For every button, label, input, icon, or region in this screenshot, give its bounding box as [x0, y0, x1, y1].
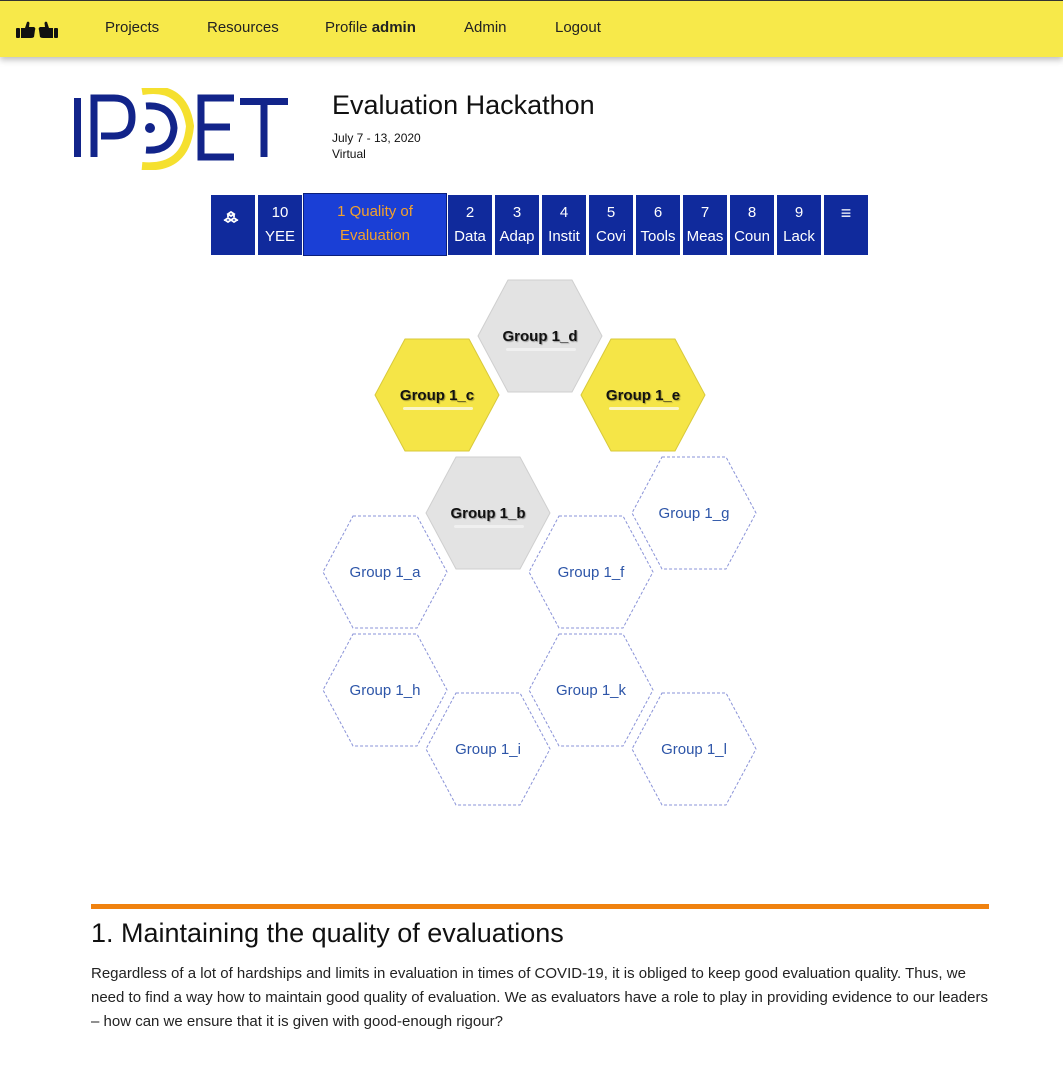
group-progress-bar: [454, 525, 524, 528]
group-progress-bar: [506, 348, 576, 351]
tab-number: 4: [559, 204, 569, 221]
tab-number: 6: [653, 204, 663, 221]
group-label: Group 1_a: [349, 563, 421, 581]
tab-challenge-10[interactable]: [258, 195, 302, 255]
tab-challenge-3[interactable]: [495, 195, 539, 255]
tab-number: 7: [700, 204, 710, 221]
group-label: Group 1_h: [349, 681, 421, 699]
nav-admin-link[interactable]: Admin: [464, 19, 507, 36]
tab-number: 8: [747, 204, 757, 221]
profile-username: admin: [371, 19, 416, 36]
tab-challenge-8[interactable]: [730, 195, 774, 255]
nav-resources-link[interactable]: Resources: [207, 19, 279, 36]
tab-challenge-9[interactable]: [777, 195, 821, 255]
tab-label: Tools: [640, 228, 676, 245]
tab-label: Covi: [595, 228, 626, 245]
group-hex-1i[interactable]: [424, 691, 552, 807]
section-divider: [91, 904, 989, 909]
ipdet-logo[interactable]: [74, 88, 288, 170]
tab-label: Adap: [499, 228, 535, 245]
tab-number: 2: [465, 204, 475, 221]
tab-label: Evaluation: [339, 227, 411, 244]
tab-label: Meas: [686, 228, 724, 245]
group-hex-1l[interactable]: [630, 691, 758, 807]
group-hex-1a[interactable]: [321, 514, 449, 630]
group-label: Group 1_g: [658, 504, 730, 522]
tab-challenge-6[interactable]: [636, 195, 680, 255]
tab-number: 5: [606, 204, 616, 221]
group-progress-bar: [609, 407, 679, 410]
group-hex-1e[interactable]: [579, 337, 707, 453]
tab-label: Instit: [548, 228, 580, 245]
tab-number: 3: [512, 204, 522, 221]
group-label: Group 1_k: [555, 681, 627, 699]
tab-menu[interactable]: [824, 195, 868, 255]
thumbs-up-icon[interactable]: [14, 19, 60, 41]
group-label: Group 1_l: [661, 740, 727, 758]
menu-icon: ≡: [840, 203, 852, 223]
group-label: Group 1_d: [502, 327, 578, 345]
group-label: Group 1_e: [605, 386, 681, 404]
group-label: Group 1_i: [455, 740, 521, 758]
cubes-icon: [211, 207, 255, 223]
event-place: Virtual: [332, 147, 366, 161]
tab-challenge-2[interactable]: [448, 195, 492, 255]
profile-prefix: Profile: [325, 19, 368, 36]
tab-label: Coun: [734, 228, 770, 245]
nav-logout-link[interactable]: Logout: [555, 19, 601, 36]
event-title: Evaluation Hackathon: [332, 90, 595, 120]
challenge-title: 1. Maintaining the quality of evaluations: [91, 918, 564, 948]
tab-all-challenges[interactable]: [211, 195, 255, 255]
group-hex-1c[interactable]: [373, 337, 501, 453]
nav-projects-link[interactable]: Projects: [105, 19, 160, 36]
event-date: July 7 - 13, 2020: [332, 131, 421, 145]
tab-challenge-4[interactable]: [542, 195, 586, 255]
tab-challenge-7[interactable]: [683, 195, 727, 255]
challenge-description: Regardless of a lot of hardships and limits in evaluation in times of COVID-19, it is obliged to keep good evaluation quality. Thus, we need to find a way how to maintain good quality of evaluation. We as evaluators have a role to play in providing evidence to our leaders – how can we ensure that it is given with good-enough rigour?: [91, 965, 988, 1030]
group-label: Group 1_b: [450, 504, 526, 522]
nav-profile-link[interactable]: [325, 19, 416, 36]
group-progress-bar: [403, 407, 473, 410]
top-navbar: [0, 0, 1063, 57]
tab-number: 1 Quality of: [337, 203, 413, 220]
group-hex-1f[interactable]: [527, 514, 655, 630]
tab-challenge-5[interactable]: [589, 195, 633, 255]
tab-number: 9: [794, 204, 804, 221]
group-label: Group 1_c: [399, 386, 475, 404]
tab-label: YEE: [264, 228, 295, 245]
group-label: Group 1_f: [557, 563, 625, 581]
tab-label: Data: [454, 228, 486, 245]
tab-label: Lack: [783, 228, 815, 245]
tab-challenge-1[interactable]: [303, 193, 447, 256]
tab-number: 10: [271, 204, 289, 221]
